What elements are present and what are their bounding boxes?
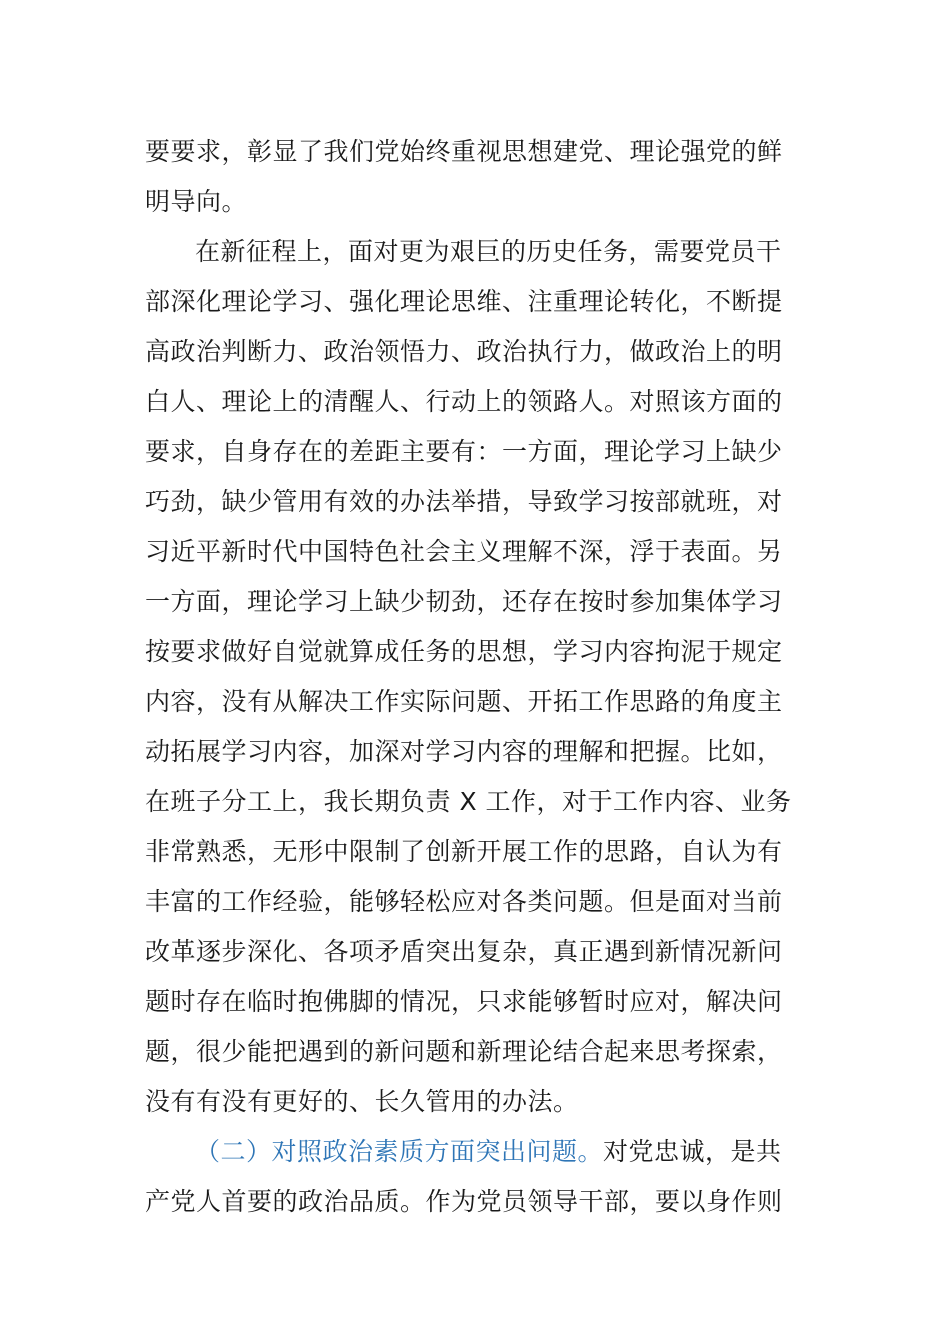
text-line-5: 高政治判断力、政治领悟力、政治执行力，做政治上的明: [145, 337, 783, 366]
text-line-18: 题时存在临时抱佛脚的情况，只求能够暂时应对，解决问: [145, 987, 783, 1016]
text-line-12: 内容，没有从解决工作实际问题、开拓工作思路的角度主: [145, 687, 783, 716]
text-line-20: 没有有没有更好的、长久管用的办法。: [145, 1087, 579, 1116]
text-line-7: 要求，自身存在的差距主要有：一方面，理论学习上缺少: [145, 437, 783, 466]
text-line-8: 巧劲，缺少管用有效的办法举措，导致学习按部就班，对: [145, 487, 783, 516]
paragraph-start-line: 在新征程上，面对更为艰巨的历史任务，需要党员干: [195, 237, 782, 266]
text-line-2: 明导向。: [145, 187, 248, 216]
section-heading-rest: 对党忠诚，是共: [603, 1137, 782, 1166]
text-line-1: 要要求，彰显了我们党始终重视思想建党、理论强党的鲜: [145, 137, 783, 166]
text-line-9: 习近平新时代中国特色社会主义理解不深，浮于表面。另: [145, 537, 783, 566]
text-line-4: 部深化理论学习、强化理论思维、注重理论转化，不断提: [145, 287, 783, 316]
text-line-14: 在班子分工上，我长期负责 X 工作，对于工作内容、业务: [145, 787, 792, 816]
text-line-13: 动拓展学习内容，加深对学习内容的理解和把握。比如，: [145, 737, 783, 766]
text-line-22: 产党人首要的政治品质。作为党员领导干部，要以身作则: [145, 1187, 783, 1216]
text-line-19: 题，很少能把遇到的新问题和新理论结合起来思考探索，: [145, 1037, 783, 1066]
section-heading-line: [195, 1127, 815, 1177]
text-line-10: 一方面，理论学习上缺少韧劲，还存在按时参加集体学习: [145, 587, 783, 616]
text-line-11: 按要求做好自觉就算成任务的思想，学习内容拘泥于规定: [145, 637, 783, 666]
text-line-17: 改革逐步深化、各项矛盾突出复杂，真正遇到新情况新问: [145, 937, 783, 966]
section-heading: （二）对照政治素质方面突出问题。: [195, 1137, 604, 1166]
text-line-16: 丰富的工作经验，能够轻松应对各类问题。但是面对当前: [145, 887, 783, 916]
text-line-6: 白人、理论上的清醒人、行动上的领路人。对照该方面的: [145, 387, 783, 416]
text-line-15: 非常熟悉，无形中限制了创新开展工作的思路，自认为有: [145, 837, 783, 866]
